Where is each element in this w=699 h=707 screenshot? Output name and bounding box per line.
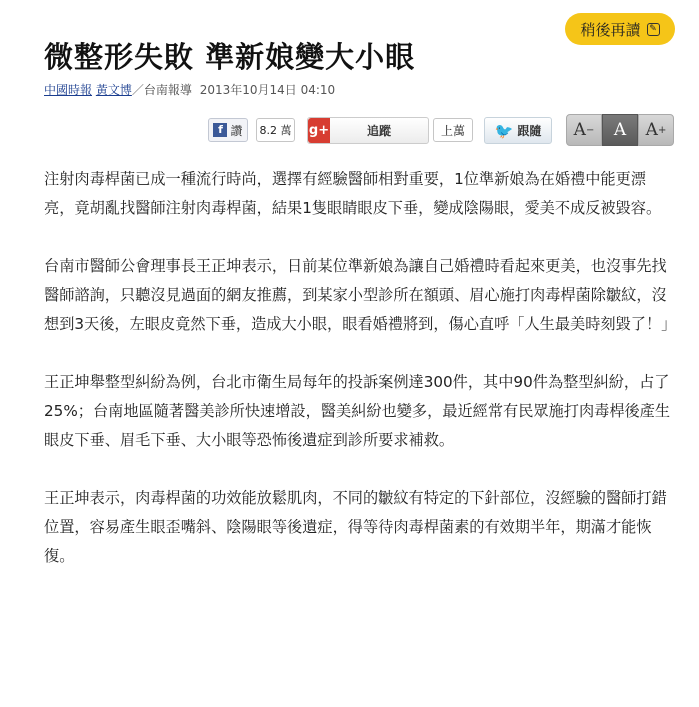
article-paragraph: 注射肉毒桿菌已成一種流行時尚，選擇有經驗醫師相對重要，1位準新娘為在婚禮中能更漂亮，竟胡亂找醫師注射肉毒桿菌，結果1隻眼睛眼皮下垂，變成陰陽眼，愛美不成反被毀容。 bbox=[44, 170, 662, 217]
twitter-bird-icon: 🐦 bbox=[494, 121, 514, 140]
facebook-like-count: 8.2 萬 bbox=[256, 118, 295, 142]
facebook-icon: f bbox=[213, 123, 227, 137]
font-decrease-sign: − bbox=[585, 124, 595, 136]
google-plus-follow-button[interactable] bbox=[307, 117, 429, 144]
source-link[interactable]: 中國時報 bbox=[44, 83, 93, 97]
font-decrease-button[interactable] bbox=[566, 114, 602, 146]
google-plus-follow-label: 追蹤 bbox=[366, 124, 391, 138]
article-paragraph: 王正坤舉整型糾紛為例，台北市衛生局每年的投訴案例達300件，其中90件為整型糾紛，占了25%；台南地區隨著醫美診所快速增設，醫美糾紛也變多，最近經常有民眾施打肉毒桿後產生眼皮下垂、眉毛下垂、大小眼等恐怖後遺症到診所要求補救。 bbox=[44, 373, 671, 449]
article-body bbox=[44, 165, 677, 600]
google-plus-icon: g+ bbox=[308, 118, 330, 143]
twitter-follow-button[interactable] bbox=[484, 117, 552, 144]
byline-location: 台南報導 bbox=[143, 83, 192, 97]
author-link[interactable]: 黃文博 bbox=[95, 83, 132, 97]
byline bbox=[44, 81, 335, 98]
font-size-controls bbox=[566, 114, 674, 144]
article-paragraph: 台南市醫師公會理事長王正坤表示，日前某位準新娘為讓自己婚禮時看起來更美，也沒事先找醫師諮詢，只聽沒見過面的網友推薦，到某家小型診所在額頭、眉心施打肉毒桿菌除皺紋，沒想到3天後，左眼皮竟然下垂，造成大小眼，眼看婚禮將到，傷心直呼「人生最美時刻毀了！」 bbox=[44, 257, 677, 333]
facebook-like-label: 讚 bbox=[230, 123, 243, 138]
bookmark-icon: ✎ bbox=[647, 23, 660, 36]
font-increase-button[interactable] bbox=[638, 114, 674, 146]
publish-date: 2013年10月14日 04:10 bbox=[199, 83, 336, 97]
font-decrease-label: A bbox=[573, 120, 586, 140]
byline-separator: ／ bbox=[131, 83, 144, 97]
font-increase-sign: + bbox=[657, 124, 667, 136]
follower-count-badge[interactable]: 上萬 bbox=[433, 118, 473, 142]
font-normal-label: A bbox=[613, 120, 627, 140]
font-increase-label: A bbox=[645, 120, 658, 140]
article-paragraph: 王正坤表示，肉毒桿菌的功效能放鬆肌肉，不同的皺紋有特定的下針部位，沒經驗的醫師打錯位置，容易產生眼歪嘴斜、陰陽眼等後遺症，得等待肉毒桿菌素的有效期半年，期滿才能恢復。 bbox=[44, 489, 667, 565]
twitter-follow-label: 跟隨 bbox=[517, 124, 542, 138]
read-later-label: 稍後再讀 bbox=[580, 20, 641, 39]
facebook-like-button[interactable] bbox=[208, 118, 248, 142]
article-headline: 微整形失敗 準新娘變大小眼 bbox=[44, 40, 416, 75]
font-normal-button[interactable] bbox=[602, 114, 638, 146]
read-later-button[interactable] bbox=[565, 13, 675, 45]
